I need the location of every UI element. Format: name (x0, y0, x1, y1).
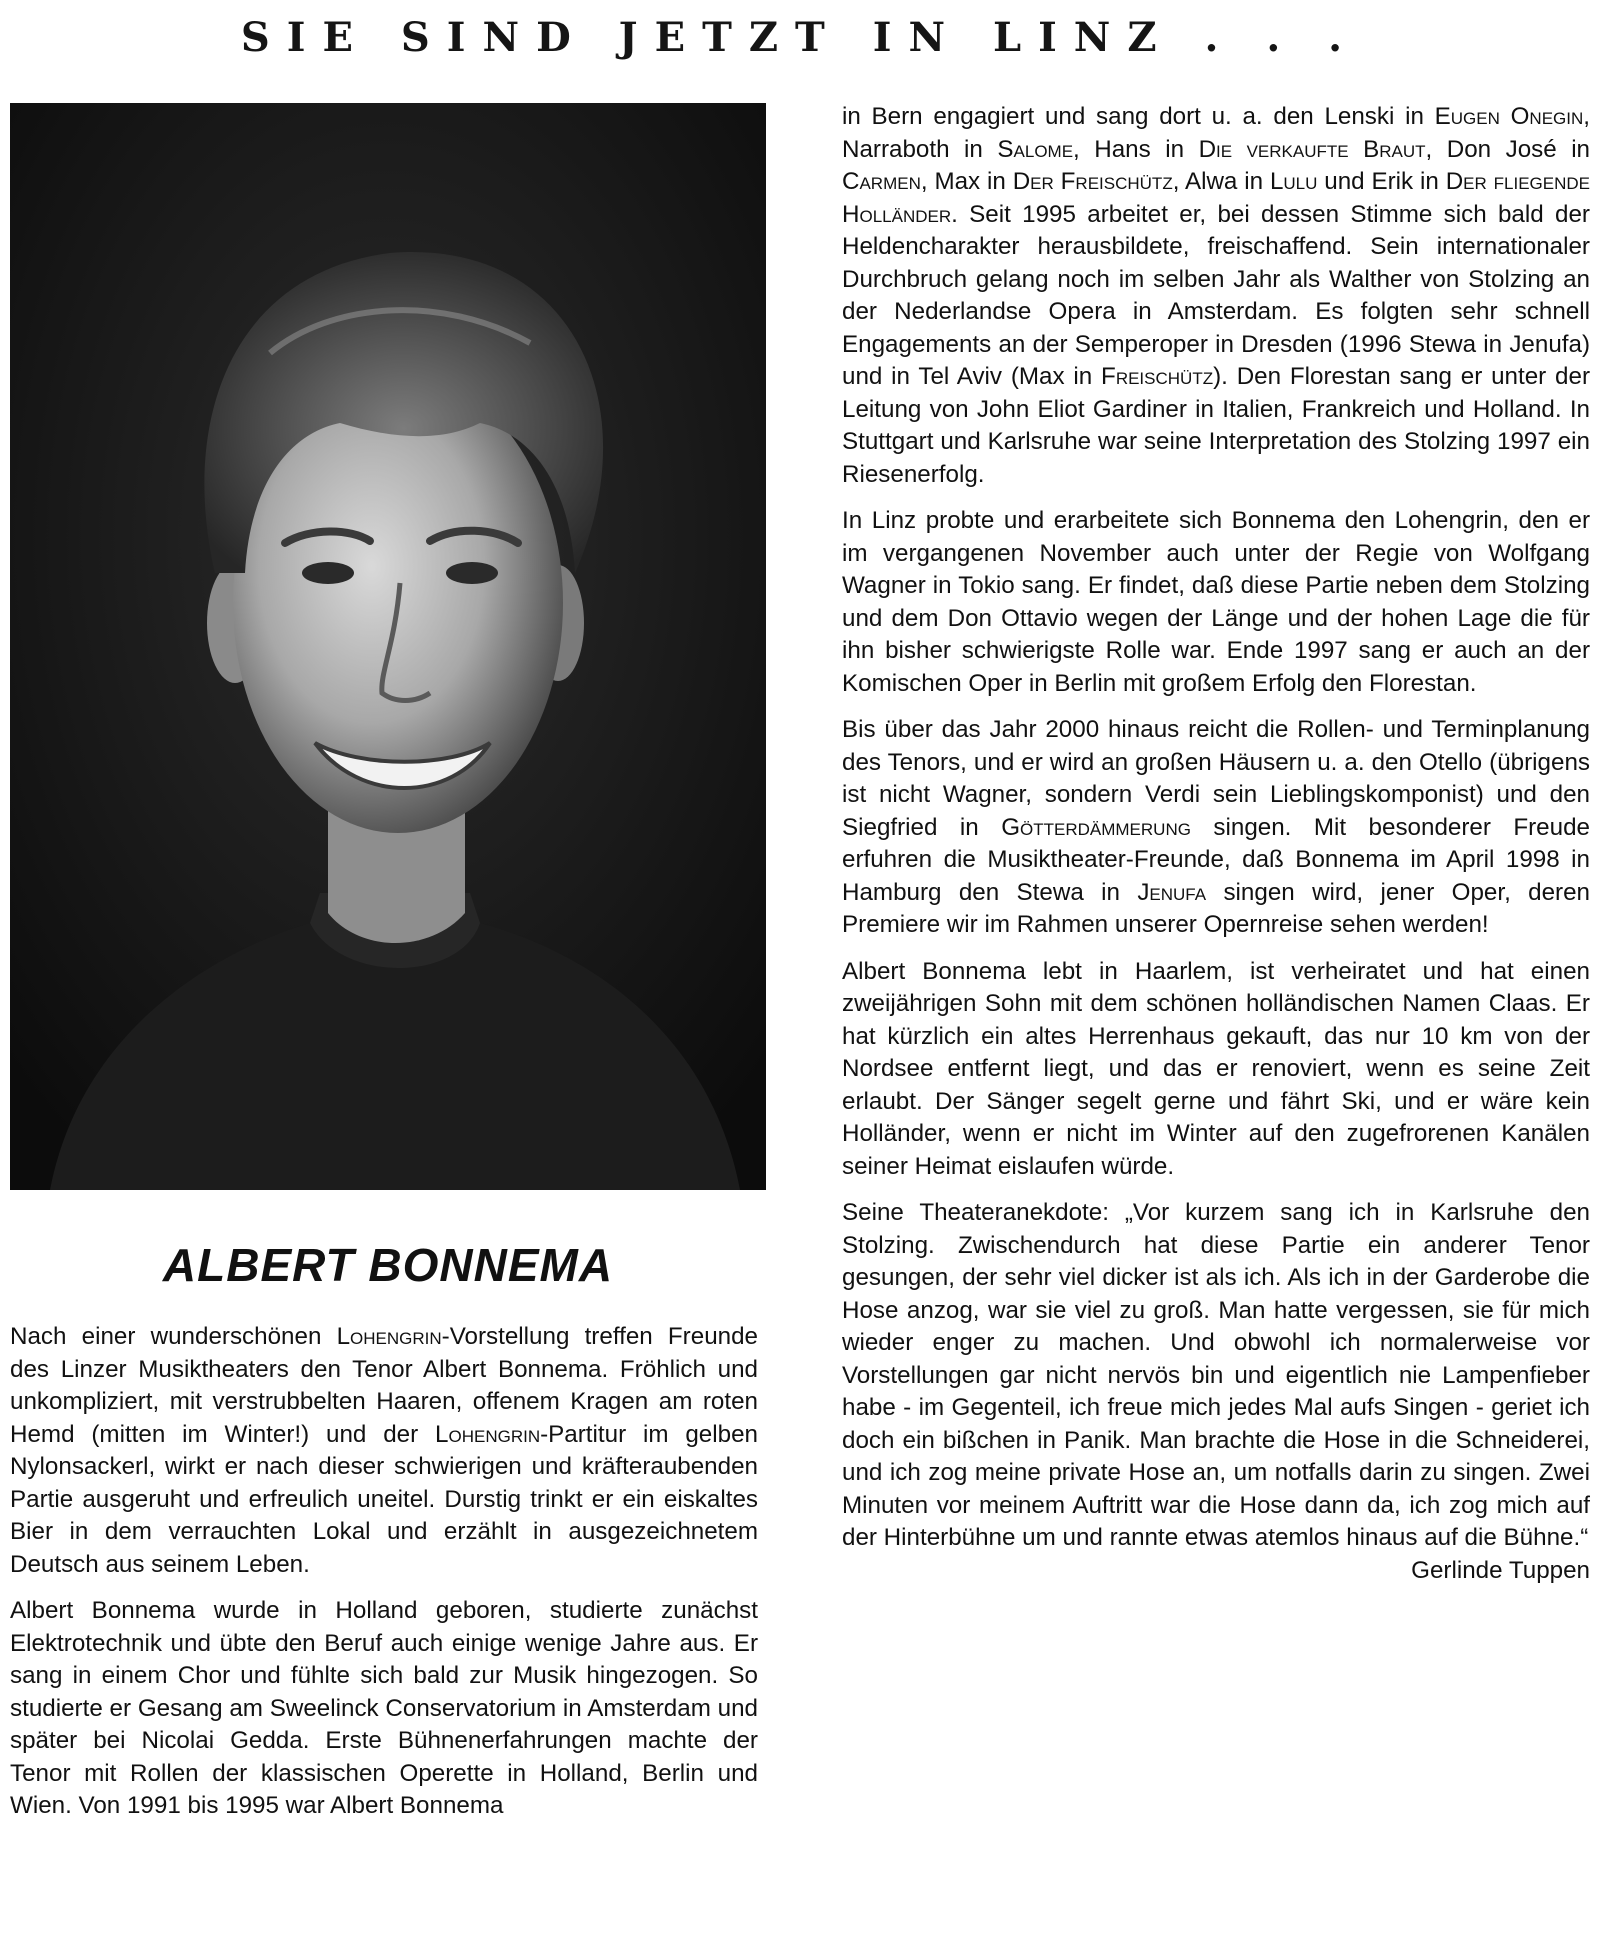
portrait-photo (10, 103, 766, 1190)
paragraph-career: in Bern engagiert und sang dort u. a. den Lenski in Eugen Onegin, Narraboth in Salome, Hans in Die verkaufte Braut, Don José in Carmen, Max in Der Freischütz, Alwa in Lulu und Erik in Der fliegende Holländer. Seit 1995 arbeitet er, bei dessen Stimme sich bald der Heldencharakter herausbildete, freischaffend. Sein internationaler Durchbruch gelang noch im selben Jahr als Walther von Stolzing an der Nederlandse Opera in Amsterdam. Es folgten sehr schnell Engagements an der Semperoper in Dresden (1996 Stewa in Jenufa) und in Tel Aviv (Max in Freischütz). Den Florestan sang er unter der Leitung von John Eliot Gardiner in Italien, Frankreich und Holland. In Stuttgart und Karlsruhe war seine Interpretation des Stolzing 1997 ein Riesenerfolg. (842, 103, 1591, 488)
portrait-photo-icon (10, 103, 766, 1190)
paragraph-private-life: Albert Bonnema lebt in Haarlem, ist verheiratet und hat einen zweijährigen Sohn mit dem schönen holländischen Namen Claas. Er hat kürzlich ein altes Herrenhaus gekauft, das nur 10 km von der Nordsee entfernt liegt, und das er renoviert, wenn es seine Zeit erlaubt. Der Sänger segelt gerne und fährt Ski, und er wäre kein Holländer, wenn er nicht im Winter auf den zugefrorenen Kanälen seiner Heimat eislaufen würde. (842, 957, 1590, 1180)
article-left-column (10, 1321, 758, 1837)
paragraph-linz: In Linz probte und erarbeitete sich Bonnema den Lohengrin, den er im vergangenen November auch unter der Regie von Wolfgang Wagner in Tokio sang. Er findet, daß diese Partie neben dem Stolzing und dem Don Ottavio wegen der Länge und der hohen Lage die für ihn bisher schwierigste Rolle war. Ende 1997 sang er auch an der Komischen Oper in Berlin mit großem Erfolg den Florestan. (842, 507, 1590, 697)
author-signature: Gerlinde Tuppen (1411, 1556, 1590, 1584)
article-right-column (842, 101, 1590, 1587)
paragraph-plans: Bis über das Jahr 2000 hinaus reicht die Rollen- und Terminplanung des Tenors, und er wird an großen Häusern u. a. den Otello (übrigens ist nicht Wagner, sondern Verdi sein Lieblingskomponist) und den Siegfried in Götterdämmerung singen. Mit besonderer Freude erfuhren die Musiktheater-Freunde, daß Bonnema im April 1998 in Hamburg den Stewa in Jenufa singen wird, jener Oper, deren Premiere wir im Rahmen unserer Opernreise sehen werden! (842, 716, 1591, 938)
paragraph-intro: Nach einer wunderschönen Lohengrin-Vorstellung treffen Freunde des Linzer Musiktheaters den Tenor Albert Bonnema. Fröhlich und unkompliziert, mit verstrubbelten Haaren, offenem Kragen am roten Hemd (mitten im Winter!) und der Lohengrin-Partitur im gelben Nylonsackerl, wirkt er nach dieser schwierigen und kräfteraubenden Partie ausgeruht und erfreulich uneitel. Durstig trinkt er ein eiskaltes Bier in dem verrauchten Lokal und erzählt in ausgezeichnetem Deutsch aus seinem Leben. (10, 1323, 758, 1578)
article-name-title: ALBERT BONNEMA (162, 1239, 614, 1291)
page-header: SIE SIND JETZT IN LINZ . . . (240, 14, 1360, 61)
paragraph-biography: Albert Bonnema wurde in Holland geboren, studierte zunächst Elektrotechnik und übte den Beruf auch einige wenige Jahre aus. Er sang in einem Chor und fühlte sich bald zur Musik hingezogen. So studierte er Gesang am Sweelinck Conservatorium in Amsterdam und später bei Nicolai Gedda. Erste Bühnenerfahrungen machte der Tenor mit Rollen der klassischen Operette in Holland, Berlin und Wien. Von 1991 bis 1995 war Albert Bonnema (10, 1597, 758, 1819)
paragraph-anecdote: Seine Theateranekdote: „Vor kurzem sang ich in Karlsruhe den Stolzing. Zwischendurch hat diese Partie ein anderer Tenor gesungen, der sehr viel dicker ist als ich. Als ich in der Garderobe die Hose anzog, war sie viel zu groß. Man hatte vergessen, sie für mich wieder enger zu machen. Und obwohl ich normalerweise vor Vorstellungen gar nicht nervös bin und eigentlich nie Lampenfieber habe - im Gegenteil, ich freue mich jedes Mal aufs Singen - geriet ich doch ein bißchen in Panik. Man brachte die Hose in die Schneiderei, und ich zog meine private Hose an, um notfalls darin zu singen. Zwei Minuten vor meinem Auftritt war die Hose dann da, ich zog mich auf der Hinterbühne um und rannte etwas atemlos hinaus auf die Bühne.“ Gerlinde Tuppen (842, 1197, 1590, 1555)
